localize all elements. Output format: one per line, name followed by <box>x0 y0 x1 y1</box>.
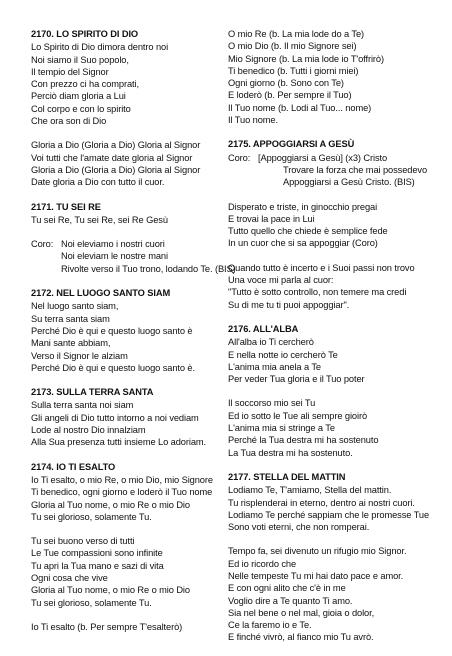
lyric-line: Perché Dio è qui e questo luogo santo è. <box>31 362 195 373</box>
lyric-line: Sulla terra santa noi siam <box>31 400 134 411</box>
lyric-line: Disperato e triste, in ginocchio pregai <box>228 201 378 212</box>
lyric-line: Io Ti esalto (b. Per sempre T'esalterò) <box>31 621 183 632</box>
lyric-line: Tu sei glorioso, solamente Tu. <box>31 511 152 522</box>
lyric-line: Le Tue compassioni sono infinite <box>31 548 163 559</box>
lyric-line: Ce la faremo io e Te. <box>228 620 312 631</box>
lyric-line: La Tua destra mi ha sostenuto. <box>228 447 353 458</box>
lyric-line: Tutto quello che chiede è semplice fede <box>228 226 388 237</box>
lyric-line: Gloria al Tuo nome, o mio Re o mio Dio <box>31 585 190 596</box>
lyric-line: Per veder Tua gloria e il Tuo poter <box>228 374 365 385</box>
lyric-line: Tu sei buono verso di tutti <box>31 536 135 547</box>
song-block <box>31 461 219 634</box>
lyric-line: Ed io ricordo che <box>228 558 297 569</box>
lyric-line: Ti benedico (b. Tutti i giorni miei) <box>228 65 359 76</box>
chorus-lines <box>61 238 236 275</box>
stanza <box>228 201 438 250</box>
stanza <box>31 300 219 374</box>
lyric-line: Con prezzo ci ha comprati, <box>31 79 139 90</box>
lyric-line: Ogni giorno (b. Sono con Te) <box>228 78 344 89</box>
lyric-line: Io Ti esalto, o mio Re, o mio Dio, mio Signore <box>31 474 213 485</box>
lyric-line: L'anima mia si stringe a Te <box>228 423 335 434</box>
left-column <box>31 28 236 645</box>
song-block <box>31 201 236 275</box>
lyric-line: Mani sante abbiam, <box>31 338 111 349</box>
song-block <box>228 138 438 311</box>
lyric-line: In un cuor che si sa appoggiar (Coro) <box>228 238 378 249</box>
song-block <box>31 386 219 448</box>
song-title: 2173. SULLA TERRA SANTA <box>31 387 154 398</box>
stanza <box>228 397 438 458</box>
chorus-line: Appoggiarsi a Gesù Cristo. (BIS) <box>283 177 415 188</box>
lyric-line: Verso il Signor le alziam <box>31 350 128 361</box>
lyric-line: Il Tuo nome (b. Lodi al Tuo... nome) <box>228 102 372 113</box>
song-block <box>31 28 219 189</box>
chorus-block <box>228 152 438 189</box>
lyric-line: Col corpo e con lo spirito <box>31 103 131 114</box>
lyric-line: Gloria a Dio (Gloria a Dio) Gloria al Signor <box>31 164 201 175</box>
lyric-line: Tu sei Re, Tu sei Re, sei Re Gesù <box>31 214 168 225</box>
lyric-line: E trovai la pace in Lui <box>228 213 315 224</box>
lyric-line: Quando tutto è incerto e i Suoi passi non trovo <box>228 262 415 273</box>
lyric-line: O mio Re (b. La mia lode do a Te) <box>228 29 365 39</box>
lyric-line: Perché la Tua destra mi ha sostenuto <box>228 435 379 446</box>
chorus-line: Rivolte verso il Tuo trono, lodando Te. (BIS) <box>61 263 236 274</box>
lyric-line: Che ora son di Dio <box>31 116 107 127</box>
lyric-line: O mio Dio (b. Il mio Signore sei) <box>228 41 357 52</box>
stanza <box>228 484 438 533</box>
chorus-line: Trovare la forza che mai possedevo <box>283 164 428 175</box>
lyric-line: E finché vivrò, al fianco mio Tu avrò. <box>228 632 374 643</box>
stanza <box>31 399 219 448</box>
lyric-line: Mio Signore (b. La mia lode io T'offrirò) <box>228 53 384 64</box>
song-title: 2170. LO SPIRITO DI DIO <box>31 29 139 39</box>
lyric-line: Il tempio del Signor <box>31 66 109 77</box>
chorus-line: [Appoggiarsi a Gesù] (x3) Cristo <box>258 152 388 163</box>
lyric-line: Il soccorso mio sei Tu <box>228 398 316 409</box>
lyric-line: Lo Spirito di Dio dimora dentro noi <box>31 42 169 53</box>
chorus-lines <box>258 152 438 189</box>
chorus-label: Coro: <box>228 152 251 163</box>
lyric-line: Tu apri la Tua mano e sazi di vita <box>31 560 164 571</box>
stanza <box>228 262 438 311</box>
stanza <box>228 28 438 126</box>
song-title: 2177. STELLA DEL MATTIN <box>228 471 346 482</box>
song-block <box>228 323 438 459</box>
lyric-line: Sono voti eterni, che non romperai. <box>228 522 370 533</box>
song-title: 2176. ALL'ALBA <box>228 323 299 334</box>
lyric-line: E loderò (b. Per sempre il Tuo) <box>228 90 352 101</box>
right-column <box>228 28 438 656</box>
lyric-line: L'anima mia anela a Te <box>228 361 321 372</box>
chorus-line: Noi eleviam le nostre mani <box>61 251 168 262</box>
lyric-line: Nel luogo santo siam, <box>31 301 119 312</box>
lyric-line: Ti benedico, ogni giorno e loderò il Tuo nome <box>31 487 213 498</box>
song-title: 2175. APPOGGIARSI A GESÙ <box>228 139 355 150</box>
lyric-line: Una voce mi parla al cuor: <box>228 275 334 286</box>
lyric-line: Lodiamo Te, T'amiamo, Stella del mattin. <box>228 485 392 496</box>
lyric-line: Tu sei glorioso, solamente Tu. <box>31 597 152 608</box>
lyric-line: Nelle tempeste Tu mi hai dato pace e amor. <box>228 570 404 581</box>
lyric-line: Sia nel bene o nel mal, gioia o dolor, <box>228 607 375 618</box>
song-title: 2174. IO TI ESALTO <box>31 461 116 472</box>
lyric-line: Voi tutti che l'amate date gloria al Signor <box>31 152 193 163</box>
lyric-line: Gloria al Tuo nome, o mio Re o mio Dio <box>31 499 190 510</box>
lyric-line: Su di me tu ti puoi appoggiar". <box>228 299 350 310</box>
stanza <box>228 336 438 385</box>
song-block <box>228 28 438 126</box>
chorus-line: Noi eleviamo i nostri cuori <box>61 239 165 250</box>
lyric-line: Gloria a Dio (Gloria a Dio) Gloria al Signor <box>31 140 201 151</box>
lyric-line: Tu risplenderai in eterno, dentro ai nostri cuori. <box>228 497 415 508</box>
lyric-line: Ogni cosa che vive <box>31 572 108 583</box>
lyric-line: Gli angeli di Dio tutto intorno a noi vediam <box>31 412 199 423</box>
lyric-line: Date gloria a Dio con tutto il cuor. <box>31 177 165 188</box>
lyric-line: All'alba io Ti cercherò <box>228 337 314 348</box>
lyric-line: E nella notte io cercherò Te <box>228 349 338 360</box>
stanza <box>228 545 438 643</box>
lyric-line: Il Tuo nome. <box>228 115 278 126</box>
stanza <box>31 535 219 609</box>
stanza <box>31 621 219 633</box>
lyric-line: Voglio dire a Te quanto Ti amo. <box>228 595 353 606</box>
lyric-line: Tempo fa, sei divenuto un rifugio mio Signor. <box>228 546 407 557</box>
lyric-line: E con ogni alito che c'è in me <box>228 583 346 594</box>
lyric-line: Perché Dio è qui e questo luogo santo è <box>31 325 193 336</box>
song-block <box>31 287 219 374</box>
lyric-line: "Tutto è sotto controllo, non temere ma credi <box>228 287 407 298</box>
stanza <box>31 139 219 188</box>
lyric-line: Noi siamo il Suo popolo, <box>31 54 129 65</box>
lyric-line: Perciò diam gloria a Lui <box>31 91 126 102</box>
stanza <box>31 214 219 226</box>
stanza <box>31 41 219 127</box>
lyric-line: Ed io sotto le Tue ali sempre gioirò <box>228 410 368 421</box>
stanza <box>31 474 219 523</box>
lyric-line: Lode al nostro Dio innalziam <box>31 425 146 436</box>
lyric-line: Alla Sua presenza tutti insieme Lo adoriam. <box>31 437 207 448</box>
song-title: 2172. NEL LUOGO SANTO SIAM <box>31 288 171 299</box>
chorus-block <box>31 238 236 275</box>
song-title: 2171. TU SEI RE <box>31 201 101 212</box>
lyric-line: Su terra santa siam <box>31 313 110 324</box>
chorus-label: Coro: <box>31 239 54 250</box>
song-block <box>228 471 438 644</box>
lyric-line: Lodiamo Te perché sappiam che le promesse Tue <box>228 509 430 520</box>
